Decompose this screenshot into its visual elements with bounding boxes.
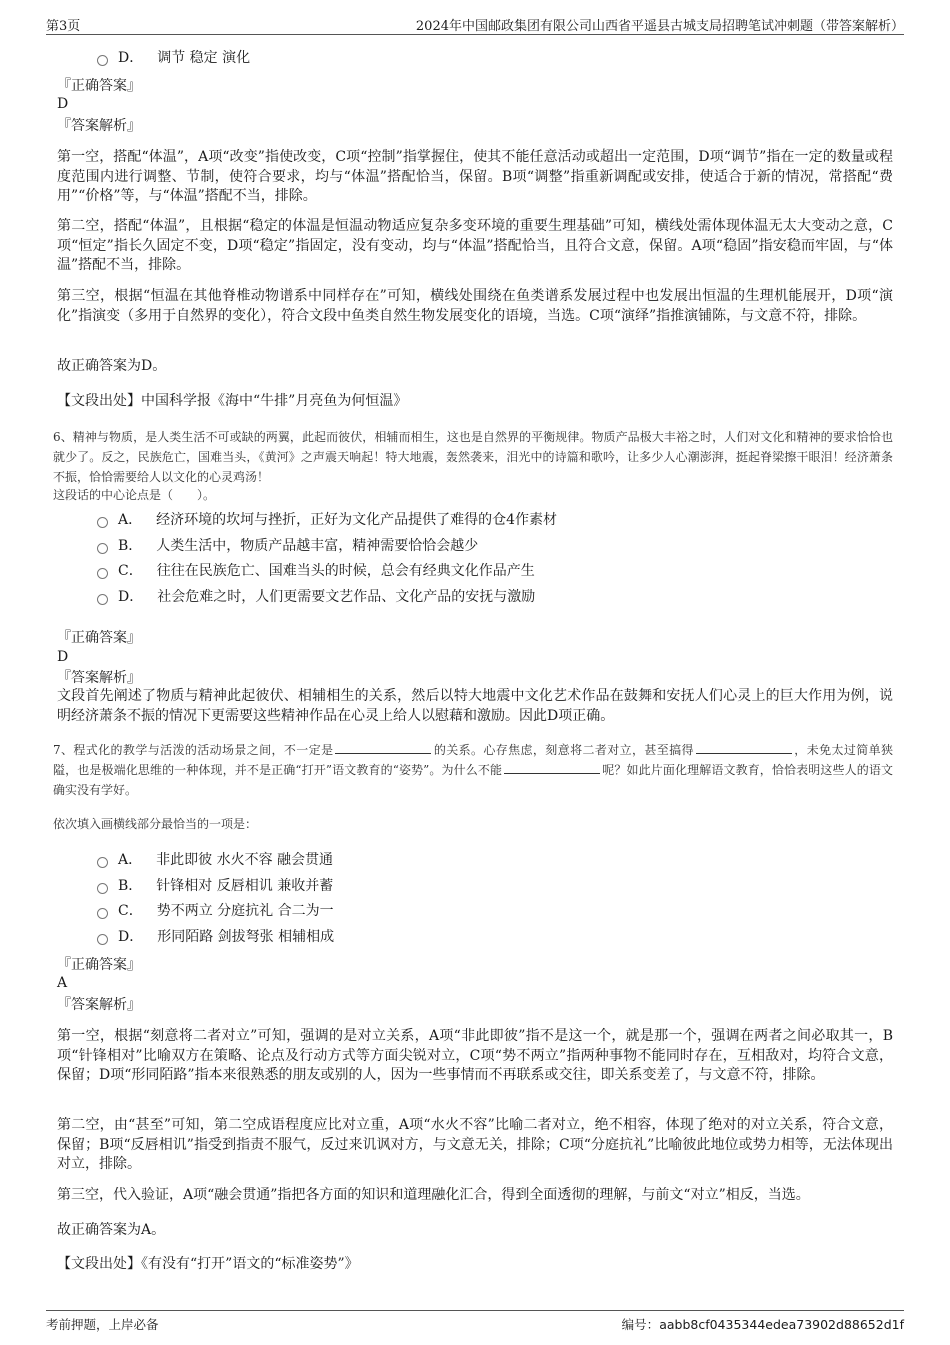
page-header xyxy=(46,14,904,35)
footer-code-label: 编号： xyxy=(621,1317,660,1332)
q6-analysis-label: 『答案解析』 xyxy=(57,670,141,686)
option-letter: D． xyxy=(118,589,144,605)
radio-icon[interactable] xyxy=(97,934,108,945)
radio-icon[interactable] xyxy=(97,857,108,868)
q5-answer-label: 『正确答案』 xyxy=(57,78,141,94)
q7-stem-part3: ，未免太过简单狭隘，也是极端化思维的一种体现，并不是正确“打开”语文教育的“姿势”。为什么不能 xyxy=(53,743,893,777)
q7-option-a[interactable] xyxy=(97,851,333,869)
q5-analysis-p1: 第一空，搭配“体温”，A项“改变”指使改变，C项“控制”指掌握住，使其不能任意活动或超出一定范围，D项“调节”指在一定的数量或程度范围内进行调整、节制，使符合要求，均与“体温”搭配恰当，保留。B项“调整”指重新调配或安排，使适合于新的情况，常搭配“费用”“价格”等，与“体温”搭配不当，排除。 xyxy=(57,149,893,204)
option-letter: B． xyxy=(118,538,143,554)
q7-option-d[interactable] xyxy=(97,928,334,946)
q7-analysis-label: 『答案解析』 xyxy=(57,997,141,1013)
option-text: 经济环境的坎坷与挫折，正好为文化产品提供了难得的仓4作素材 xyxy=(156,512,558,528)
radio-icon[interactable] xyxy=(97,568,108,579)
q6-answer: D xyxy=(57,649,69,665)
q5-option-d[interactable] xyxy=(97,49,250,67)
footer-slogan: 考前押题，上岸必备 xyxy=(46,1317,159,1332)
q6-option-b[interactable] xyxy=(97,537,478,555)
q6-option-d[interactable] xyxy=(97,588,535,606)
q7-conclusion: 故正确答案为A。 xyxy=(57,1222,166,1238)
q5-analysis-p3: 第三空，根据“恒温在其他脊椎动物谱系中同样存在”可知，横线处围绕在鱼类谱系发展过程中也发展出恒温的生理机能展开，D项“演化”指演变（多用于自然界的变化），符合文段中鱼类自然生物发展变化的语境，当选。C项“演绎”指推演铺陈，与文意不符，排除。 xyxy=(57,288,893,324)
q6-analysis: 文段首先阐述了物质与精神此起彼伏、相辅相生的关系，然后以特大地震中文化艺术作品在鼓舞和安抚人们心灵上的巨大作用为例，说明经济萧条不振的情况下更需要这些精神作品在心灵上给人以慰藉和激励。因此D项正确。 xyxy=(57,688,893,724)
q7-question: 依次填入画横线部分最恰当的一项是： xyxy=(53,817,258,831)
fill-blank-1 xyxy=(335,741,431,754)
option-letter: A． xyxy=(118,852,143,868)
option-letter: C． xyxy=(118,563,143,579)
option-text: 形同陌路 剑拔弩张 相辅相成 xyxy=(157,929,335,945)
radio-icon[interactable] xyxy=(97,883,108,894)
q6-question: 这段话的中心论点是（ ）。 xyxy=(53,488,216,502)
option-text: 调节 稳定 演化 xyxy=(157,50,251,66)
q7-analysis-p3: 第三空，代入验证，A项“融会贯通”指把各方面的知识和道理融化汇合，得到全面透彻的理解，与前文“对立”相反，当选。 xyxy=(57,1187,810,1203)
option-text: 非此即彼 水火不容 融会贯通 xyxy=(156,852,334,868)
option-letter: A． xyxy=(118,512,143,528)
q5-answer: D xyxy=(57,96,69,112)
option-text: 社会危难之时，人们更需要文艺作品、文化产品的安抚与激励 xyxy=(157,589,536,605)
q7-stem-part4: 呢？如此片面化理解语文教育，恰恰表明这些人的语文确实没有学好。 xyxy=(53,763,893,797)
radio-icon[interactable] xyxy=(97,55,108,66)
q5-analysis-label: 『答案解析』 xyxy=(57,118,141,134)
option-letter: D． xyxy=(118,929,144,945)
option-text: 往往在民族危亡、国难当头的时候，总会有经典文化作品产生 xyxy=(156,563,535,579)
q7-answer-label: 『正确答案』 xyxy=(57,957,141,973)
radio-icon[interactable] xyxy=(97,543,108,554)
radio-icon[interactable] xyxy=(97,908,108,919)
fill-blank-2 xyxy=(696,741,792,754)
q5-analysis-p2: 第二空，搭配“体温”，且根据“稳定的体温是恒温动物适应复杂多变环境的重要生理基础”可知，横线处需体现体温无太大变动之意，C项“恒定”指长久固定不变，D项“稳定”指固定，没有变动，均与“体温”搭配恰当，且符合文意，保留。A项“稳固”指安稳而牢固，与“体温”搭配不当，排除。 xyxy=(57,218,893,273)
option-text: 针锋相对 反唇相讥 兼收并蓄 xyxy=(156,878,334,894)
q7-answer: A xyxy=(57,975,68,991)
radio-icon[interactable] xyxy=(97,517,108,528)
page-footer xyxy=(46,1310,904,1332)
option-text: 势不两立 分庭抗礼 合二为一 xyxy=(156,903,334,919)
q7-source: 【文段出处】《有没有“打开”语文的“标准姿势”》 xyxy=(57,1256,359,1272)
page-number: 第3页 xyxy=(46,19,81,34)
option-letter: B． xyxy=(118,878,143,894)
q6-option-a[interactable] xyxy=(97,511,557,529)
option-letter: C． xyxy=(118,903,143,919)
q5-source: 【文段出处】中国科学报《海中“牛排”月亮鱼为何恒温》 xyxy=(57,393,408,409)
q6-answer-label: 『正确答案』 xyxy=(57,630,141,646)
footer-code-value: aabb8cf0435344edea73902d88652d1f xyxy=(659,1317,904,1332)
footer-code xyxy=(622,1315,904,1333)
q7-option-b[interactable] xyxy=(97,877,333,895)
q7-stem xyxy=(53,740,893,800)
radio-icon[interactable] xyxy=(97,594,108,605)
q6-stem: 6、精神与物质，是人类生活不可或缺的两翼，此起而彼伏，相辅而相生，这也是自然界的平衡规律。物质产品极大丰裕之时，人们对文化和精神的要求恰恰也就少了。反之，民族危亡，国难当头，《黄河》之声震天响起！特大地震，轰然袭来，泪光中的诗篇和歌吟，让多少人心潮澎湃，挺起脊梁擦干眼泪！经济萧条不振，恰恰需要给人以文化的心灵鸡汤！ xyxy=(53,430,893,484)
q6-option-c[interactable] xyxy=(97,562,535,580)
document-title: 2024年中国邮政集团有限公司山西省平遥县古城支局招聘笔试冲刺题（带答案解析） xyxy=(415,19,904,34)
q5-conclusion: 故正确答案为D。 xyxy=(57,358,167,374)
q7-stem-part2: 的关系。心存焦虑，刻意将二者对立，甚至搞得 xyxy=(433,743,694,757)
option-text: 人类生活中，物质产品越丰富，精神需要恰恰会越少 xyxy=(156,538,479,554)
fill-blank-3 xyxy=(504,761,600,774)
q7-stem-part1: 7、程式化的教学与活泼的活动场景之间，不一定是 xyxy=(53,743,334,757)
q7-analysis-p2: 第二空，由“甚至”可知，第二空成语程度应比对立重，A项“水火不容”比喻二者对立，绝不相容，体现了绝对的对立关系，符合文意，保留；B项“反唇相讥”指受到指责不服气，反过来讥讽对方，与文意无关，排除；C项“分庭抗礼”比喻彼此地位或势力相等，无法体现出对立，排除。 xyxy=(57,1117,893,1172)
q7-analysis-p1: 第一空，根据“刻意将二者对立”可知，强调的是对立关系，A项“非此即彼”指不是这一个，就是那一个，强调在两者之间必取其一，B项“针锋相对”比喻双方在策略、论点及行动方式等方面尖锐对立，C项“势不两立”指两种事物不能同时存在，互相敌对，均符合文意，保留；D项“形同陌路”指本来很熟悉的朋友或别的人，因为一些事情而不再联系或交往，即关系变差了，与文意不符，排除。 xyxy=(57,1028,893,1083)
option-letter: D． xyxy=(118,50,144,66)
q7-option-c[interactable] xyxy=(97,902,334,920)
